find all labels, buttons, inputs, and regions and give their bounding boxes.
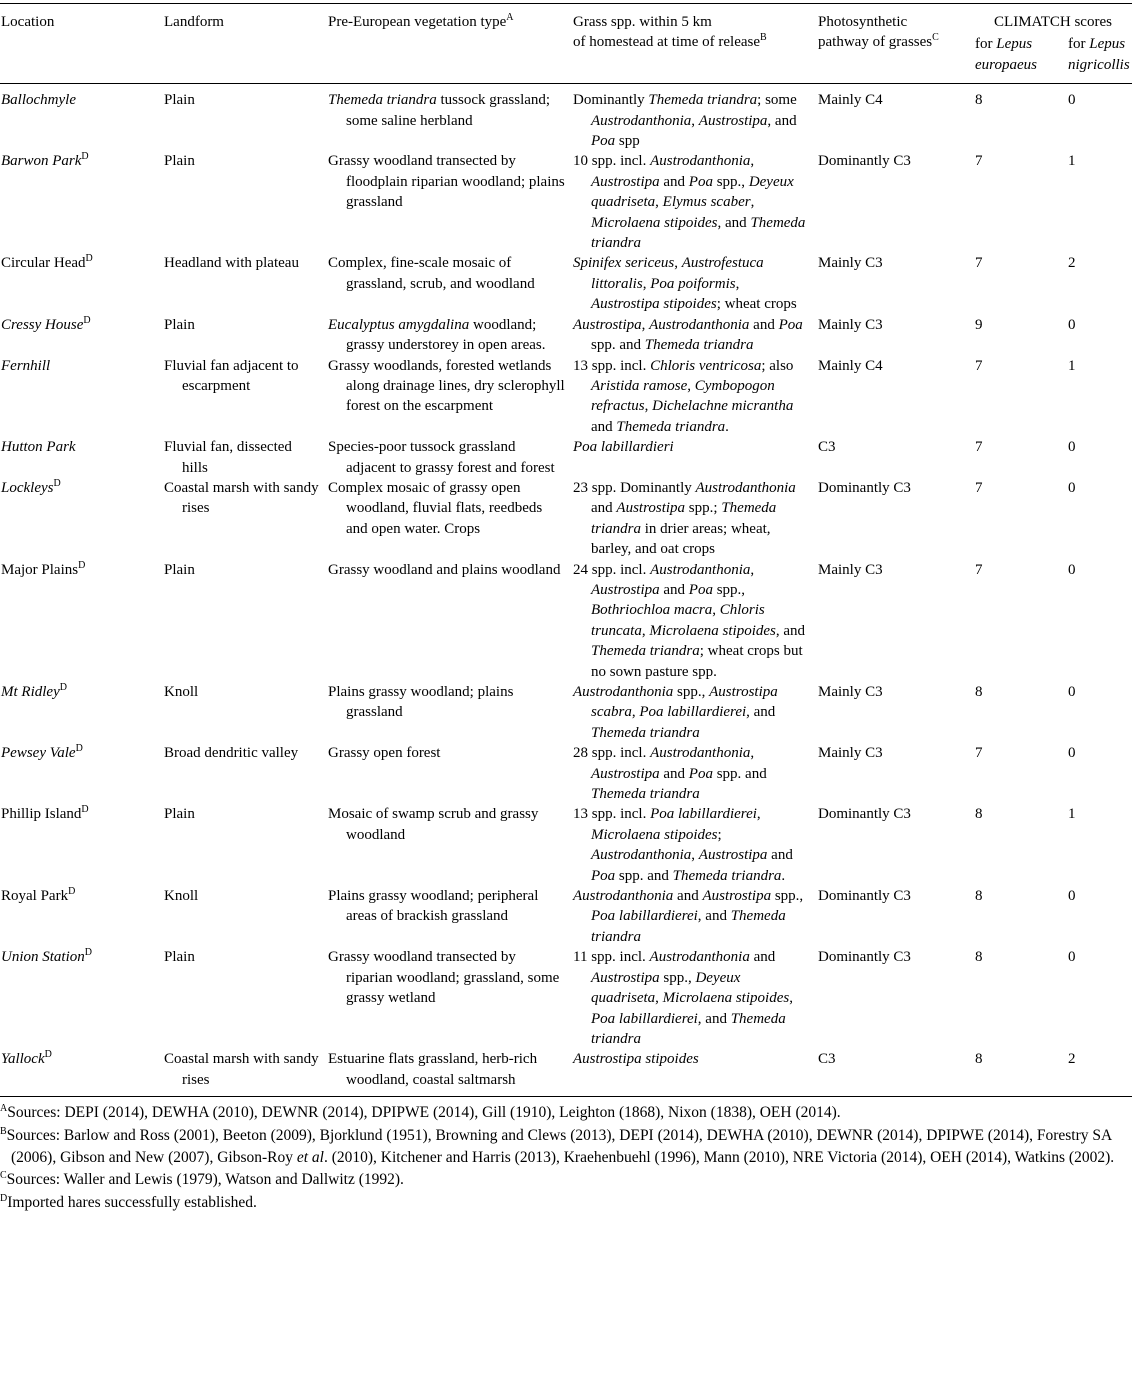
cell-score-nigricollis: 0: [1068, 745, 1076, 762]
cell-pathway: Mainly C3: [818, 255, 883, 272]
cell-vegetation: Grassy woodland and plains woodland: [328, 561, 561, 578]
cell-landform: Fluvial fan adjacent to escarpment: [164, 357, 299, 394]
table-row: [0, 315, 1132, 356]
cell-vegetation: Estuarine flats grassland, herb-rich woodland, coastal saltmarsh: [328, 1051, 538, 1088]
cell-pathway: Dominantly C3: [818, 806, 911, 823]
cell-grass: 10 spp. incl. Austrodanthonia, Austrostipa and Poa spp., Deyeux quadriseta, Elymus scaber, Microlaena stipoides, and Themeda triandra: [573, 153, 806, 252]
table-row: [0, 437, 1132, 478]
table-row: [0, 560, 1132, 682]
cell-score-europaeus: 7: [975, 561, 983, 578]
cell-landform: Plain: [164, 316, 195, 333]
cell-location: Fernhill: [1, 357, 51, 374]
cell-location: Yallock$^D$: [1, 1049, 52, 1068]
cell-grass: 24 spp. incl. Austrodanthonia, Austrostipa and Poa spp., Bothriochloa macra, Chloris truncata, Microlaena stipoides, and Themeda triandra; wheat crops but no sown pasture spp.: [573, 561, 806, 680]
data-table: [0, 3, 1132, 1097]
cell-landform: Coastal marsh with sandy rises: [164, 1051, 319, 1088]
cell-pathway: C3: [818, 439, 836, 456]
cell-grass: Austrostipa, Austrodanthonia and Poa spp. and Themeda triandra: [573, 316, 803, 354]
cell-grass: Spinifex sericeus, Austrofestuca littoralis, Poa poiformis, Austrostipa stipoides; wheat crops: [573, 255, 797, 313]
cell-vegetation: Grassy woodland transected by riparian woodland; grassland, some grassy wetland: [328, 949, 560, 1007]
cell-score-nigricollis: 0: [1068, 439, 1076, 456]
table-row: [0, 682, 1132, 743]
header-pathway: Photosynthetic pathway of grasses$^C$: [818, 14, 939, 51]
cell-score-europaeus: 8: [975, 92, 983, 109]
cell-score-europaeus: 8: [975, 949, 983, 966]
cell-grass: 28 spp. incl. Austrodanthonia, Austrostipa and Poa spp. and Themeda triandra: [573, 745, 767, 803]
cell-vegetation: Eucalyptus amygdalina woodland; grassy understorey in open areas.: [328, 316, 546, 354]
table-row: [0, 478, 1132, 560]
table-row: [0, 947, 1132, 1049]
cell-score-europaeus: 8: [975, 1051, 983, 1068]
cell-landform: Coastal marsh with sandy rises: [164, 479, 319, 517]
cell-location: Ballochmyle: [1, 92, 76, 109]
cell-landform: Plain: [164, 92, 195, 109]
cell-location: Cressy House$^D$: [1, 314, 91, 333]
cell-pathway: Dominantly C3: [818, 479, 911, 496]
cell-landform: Broad dendritic valley: [164, 745, 299, 762]
header-landform: Landform: [164, 14, 224, 30]
cell-score-nigricollis: 1: [1068, 357, 1076, 374]
cell-pathway: Mainly C3: [818, 561, 883, 578]
cell-grass: Dominantly Themeda triandra; some Austrodanthonia, Austrostipa, and Poa spp: [573, 92, 797, 150]
footnotes: [0, 1097, 1132, 1214]
cell-score-europaeus: 7: [975, 357, 983, 374]
cell-landform: Knoll: [164, 888, 199, 905]
cell-location: Phillip Island$^D$: [1, 804, 89, 823]
header-vegetation: Pre-European vegetation type$^A$: [328, 12, 514, 30]
table-row: [0, 886, 1132, 947]
table-row: [0, 1049, 1132, 1096]
cell-pathway: C3: [818, 1051, 836, 1068]
cell-score-europaeus: 7: [975, 439, 983, 456]
cell-landform: Fluvial fan, dissected hills: [164, 439, 292, 476]
cell-location: Union Station$^D$: [1, 947, 92, 966]
cell-location: Pewsey Vale$^D$: [1, 743, 83, 762]
cell-score-nigricollis: 0: [1068, 949, 1076, 966]
cell-vegetation: Grassy open forest: [328, 745, 441, 762]
cell-location: Mt Ridley$^D$: [1, 682, 67, 700]
cell-grass: 23 spp. Dominantly Austrodanthonia and Austrostipa spp.; Themeda triandra in drier areas; wheat, barley, and oat crops: [573, 479, 796, 558]
cell-score-nigricollis: 0: [1068, 561, 1076, 578]
footnote: $^B$Sources: Barlow and Ross (2001), Beeton (2009), Bjorklund (1951), Browning and Clews (2013), DEPI (2014), DEWHA (2010), DEWNR (2014), DPIPWE (2014), Forestry SA (2006), Gibson and New (2007), Gibson-Roy et al. (2010), Kitchener and Harris (2013), Kraehenbuehl (1996), Mann (2010), NRE Victoria (2014), OEH (2014), Watkins (2002).: [0, 1125, 1115, 1166]
cell-pathway: Mainly C3: [818, 745, 883, 762]
cell-pathway: Dominantly C3: [818, 153, 911, 170]
cell-vegetation: Complex, fine-scale mosaic of grassland, scrub, and woodland: [328, 255, 535, 292]
table-body: [0, 84, 1132, 1097]
header-nigricollis: for Lepus nigricollis: [1068, 36, 1130, 73]
cell-score-nigricollis: 2: [1068, 1051, 1076, 1068]
cell-vegetation: Themeda triandra tussock grassland; some saline herbland: [328, 92, 551, 129]
cell-location: Royal Park$^D$: [1, 886, 76, 905]
cell-pathway: Dominantly C3: [818, 888, 911, 905]
table-header: [0, 4, 1132, 84]
cell-landform: Plain: [164, 949, 195, 966]
footnote: $^D$Imported hares successfully established.: [0, 1192, 257, 1211]
cell-grass: Austrodanthonia spp., Austrostipa scabra, Poa labillardierei, and Themeda triandra: [573, 684, 778, 741]
header-europaeus: for Lepus europaeus: [975, 36, 1037, 73]
cell-location: Lockleys$^D$: [1, 477, 61, 496]
cell-score-nigricollis: 1: [1068, 153, 1076, 170]
table-row: [0, 151, 1132, 253]
cell-vegetation: Grassy woodlands, forested wetlands along drainage lines, dry sclerophyll forest on the escarpment: [328, 357, 565, 415]
cell-landform: Knoll: [164, 684, 199, 700]
cell-score-nigricollis: 0: [1068, 316, 1076, 333]
footnote: $^C$Sources: Waller and Lewis (1979), Watson and Dallwitz (1992).: [0, 1170, 404, 1189]
cell-pathway: Mainly C3: [818, 316, 883, 333]
table-row: [0, 356, 1132, 438]
cell-vegetation: Mosaic of swamp scrub and grassy woodland: [328, 806, 539, 843]
cell-score-europaeus: 7: [975, 745, 983, 762]
cell-landform: Plain: [164, 561, 195, 578]
cell-landform: Plain: [164, 806, 195, 823]
cell-vegetation: Species-poor tussock grassland adjacent to grassy forest and forest: [328, 439, 555, 476]
cell-score-europaeus: 7: [975, 479, 983, 496]
header-location: Location: [1, 14, 55, 30]
cell-location: Major Plains$^D$: [1, 559, 86, 578]
cell-score-nigricollis: 0: [1068, 888, 1076, 905]
table-row: [0, 743, 1132, 804]
cell-grass: Austrostipa stipoides: [573, 1051, 699, 1068]
cell-score-nigricollis: 0: [1068, 684, 1076, 700]
cell-vegetation: Complex mosaic of grassy open woodland, fluvial flats, reedbeds and open water. Crops: [328, 479, 543, 537]
table-row: [0, 804, 1132, 886]
cell-grass: 13 spp. incl. Chloris ventricosa; also Aristida ramose, Cymbopogon refractus, Dichelachne micrantha and Themeda triandra.: [573, 357, 794, 435]
cell-score-nigricollis: 0: [1068, 92, 1076, 109]
cell-score-europaeus: 8: [975, 888, 983, 905]
header-grass: Grass spp. within 5 km of homestead at time of release$^B$: [573, 14, 767, 51]
cell-score-europaeus: 7: [975, 153, 983, 170]
table-row: [0, 253, 1132, 314]
cell-vegetation: Plains grassy woodland; plains grassland: [328, 684, 514, 721]
header-climatch: CLIMATCH scores: [994, 14, 1112, 30]
cell-score-europaeus: 8: [975, 684, 983, 700]
cell-pathway: Mainly C4: [818, 357, 883, 374]
cell-grass: Poa labillardieri: [573, 439, 674, 456]
cell-grass: 13 spp. incl. Poa labillardierei, Microlaena stipoides; Austrodanthonia, Austrostipa and Poa spp. and Themeda triandra.: [573, 806, 793, 884]
cell-pathway: Dominantly C3: [818, 949, 911, 966]
cell-score-nigricollis: 2: [1068, 255, 1076, 272]
footnote: $^A$Sources: DEPI (2014), DEWHA (2010), DEWNR (2014), DPIPWE (2014), Gill (1910), Leighton (1868), Nixon (1838), OEH (2014).: [0, 1103, 841, 1122]
cell-score-europaeus: 7: [975, 255, 983, 272]
cell-landform: Plain: [164, 153, 195, 170]
cell-vegetation: Grassy woodland transected by floodplain riparian woodland; plains grassland: [328, 153, 565, 211]
cell-vegetation: Plains grassy woodland; peripheral areas of brackish grassland: [328, 888, 539, 925]
cell-grass: Austrodanthonia and Austrostipa spp., Poa labillardierei, and Themeda triandra: [573, 888, 804, 945]
cell-location: Circular Head$^D$: [1, 253, 93, 272]
table-row: [0, 84, 1132, 152]
cell-landform: Headland with plateau: [164, 255, 299, 272]
cell-pathway: Mainly C3: [818, 684, 883, 700]
cell-grass: 11 spp. incl. Austrodanthonia and Austrostipa spp., Deyeux quadriseta, Microlaena stipoides, Poa labillardierei, and Themeda triandra: [573, 949, 793, 1047]
cell-location: Hutton Park: [1, 439, 76, 456]
cell-score-nigricollis: 0: [1068, 479, 1076, 496]
cell-pathway: Mainly C4: [818, 92, 883, 109]
cell-score-nigricollis: 1: [1068, 806, 1076, 823]
cell-score-europaeus: 9: [975, 316, 983, 333]
cell-score-europaeus: 8: [975, 806, 983, 823]
cell-location: Barwon Park$^D$: [1, 151, 89, 170]
